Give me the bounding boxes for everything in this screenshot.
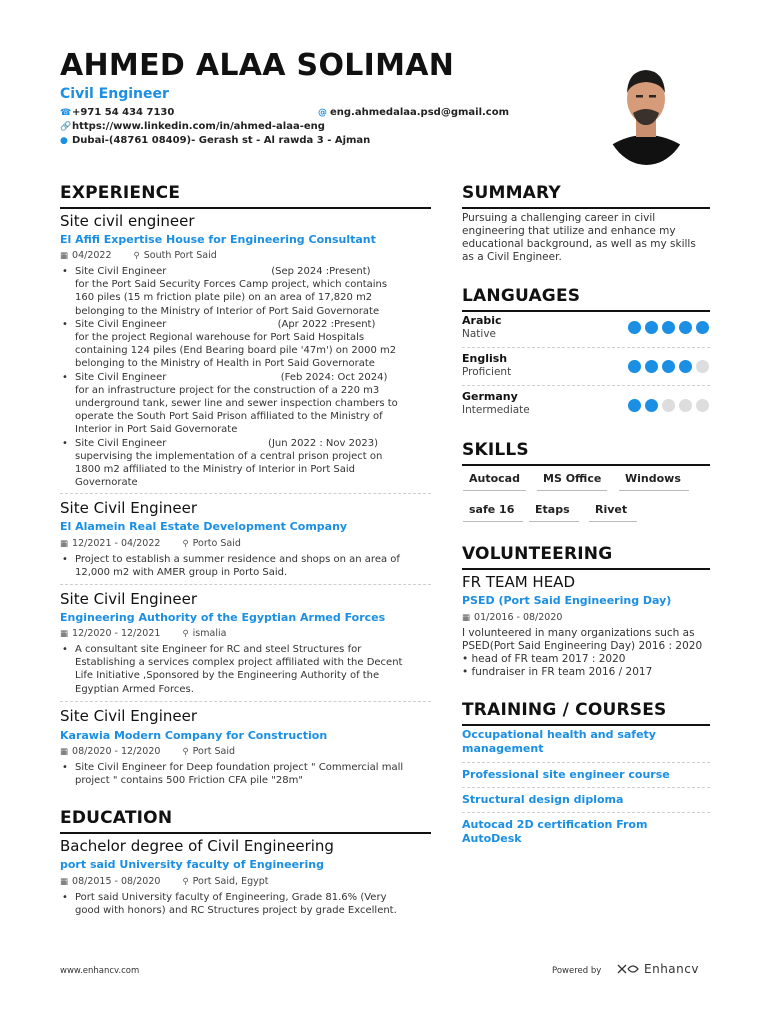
calendar-icon: ▦ — [60, 877, 69, 887]
education-location: Port Said, Egypt — [192, 876, 269, 887]
location-icon: ● — [60, 135, 68, 146]
footer-site[interactable]: www.enhancv.com — [60, 966, 140, 976]
rating-dot — [645, 399, 658, 412]
divider — [60, 584, 431, 585]
job-date: 12/2020 - 12/2021 — [72, 628, 161, 639]
volunteer-date: 01/2016 - 08/2020 — [474, 612, 563, 623]
location-icon: ⚲ — [182, 539, 189, 549]
rating-dot — [662, 360, 675, 373]
job-location: Port Said — [192, 746, 236, 757]
skill-tag: Autocad — [463, 472, 526, 491]
education-bullets — [60, 891, 430, 917]
linkedin-text: https://www.linkedin.com/in/ahmed-alaa-eng — [72, 121, 325, 132]
rating-dot — [662, 321, 675, 334]
rating-dot — [696, 360, 709, 373]
calendar-icon: ▦ — [60, 539, 69, 549]
rating-dot — [645, 360, 658, 373]
location-icon: ⚲ — [133, 251, 140, 261]
rating-dot — [696, 399, 709, 412]
calendar-icon: ▦ — [60, 747, 69, 757]
job-date: 12/2021 - 04/2022 — [72, 538, 161, 549]
education-heading: EDUCATION — [60, 808, 431, 834]
location-icon: ⚲ — [182, 747, 189, 757]
language-level: Proficient — [462, 366, 512, 378]
job-title: Site Civil Engineer — [60, 499, 197, 517]
job-location: Porto Said — [192, 538, 241, 549]
job-meta — [60, 746, 235, 758]
job-meta — [60, 250, 217, 262]
language-name: Germany — [462, 390, 518, 403]
job-location: South Port Said — [143, 250, 217, 261]
skill-tag: Windows — [619, 472, 689, 491]
job-bullets — [60, 761, 430, 787]
list-item: • A consultant site Engineer for RC and steel Structures for Establishing a services complex project affiliated with the Decent Life Initiative ,Sponsored by the Engineering Authority of the Egyptian Armed Forces. — [60, 643, 430, 696]
job-meta — [60, 538, 241, 550]
rating-dot — [628, 360, 641, 373]
divider — [462, 787, 710, 788]
list-item: • Port said University faculty of Engineering, Grade 81.6% (Very good with honors) and RC Structures project by grade Excellent. — [60, 891, 430, 917]
list-item: • Project to establish a summer residence and shops on an area of 12,000 m2 with AMER group in Porto Said. — [60, 553, 430, 579]
email-text: eng.ahmedalaa.psd@gmail.com — [330, 107, 510, 118]
list-item: • Site Civil Engineer for Deep foundation project " Commercial mall project " contains 500 Friction CFA pile "28m" — [60, 761, 430, 787]
language-name: English — [462, 352, 508, 365]
job-title: Site civil engineer — [60, 212, 195, 230]
email-icon: @ — [318, 107, 327, 118]
phone-icon: ☎ — [60, 107, 72, 118]
address-text: Dubai-(48761 08409)- Gerash st - Al rawda 3 - Ajman — [72, 135, 371, 146]
phone-text: +971 54 434 7130 — [72, 107, 175, 118]
email-contact[interactable] — [318, 107, 509, 118]
skill-tag: Etaps — [529, 503, 579, 522]
rating-dot — [628, 399, 641, 412]
rating-dot — [696, 321, 709, 334]
skill-tag: Rivet — [589, 503, 637, 522]
skills-heading: SKILLS — [462, 440, 710, 466]
languages-heading: LANGUAGES — [462, 286, 710, 312]
experience-heading: EXPERIENCE — [60, 183, 431, 209]
list-item: • Site Civil Engineer (Sep 2024 :Present) for the Port Said Security Forces Camp project, which contains 160 piles (15 m friction plate pile) on an area of 17,820 m2 belonging to the Ministry of Interior of Port Said Governorate — [60, 265, 430, 318]
education-date: 08/2015 - 08/2020 — [72, 876, 161, 887]
enhancv-logo-text: Enhancv — [644, 962, 699, 976]
volunteer-description: I volunteered in many organizations such as PSED(Port Said Engineering Day) 2016 : 2020 • head of FR team 2017 : 2020 • fundraiser in FR team 2016 / 2017 — [462, 627, 703, 678]
list-item: • Site Civil Engineer (Feb 2024: Oct 2024) for an infrastructure project for the construction of a 220 m3 underground tank, sewer line and sewer inspection chambers to operate the South Port Said Prison affiliated to the Ministry of Interior in Port Said Governorate — [60, 371, 430, 437]
job-date: 08/2020 - 12/2020 — [72, 746, 161, 757]
summary-text: Pursuing a challenging career in civil engineering that utilize and enhance my educational background, as well as my skills as a Civil Engineer. — [462, 212, 696, 263]
course-item: Autocad 2D certification From AutoDesk — [462, 818, 648, 845]
job-location: ismalia — [192, 628, 227, 639]
enhancv-logo-icon — [616, 963, 640, 975]
rating-dot — [679, 321, 692, 334]
divider — [462, 385, 710, 386]
language-rating — [628, 321, 709, 334]
divider — [462, 812, 710, 813]
volunteer-meta — [462, 612, 562, 624]
job-bullets — [60, 553, 430, 579]
enhancv-logo[interactable] — [616, 962, 699, 976]
training-heading: TRAINING / COURSES — [462, 700, 710, 726]
divider — [462, 762, 710, 763]
language-name: Arabic — [462, 314, 502, 327]
school-name: port said University faculty of Engineering — [60, 858, 324, 871]
job-title: Site Civil Engineer — [60, 590, 197, 608]
job-bullets — [60, 265, 430, 489]
location-icon: ⚲ — [182, 629, 189, 639]
skill-tag: safe 16 — [463, 503, 523, 522]
footer-powered: Powered by — [552, 966, 602, 976]
language-rating — [628, 399, 709, 412]
language-level: Native — [462, 328, 496, 340]
rating-dot — [628, 321, 641, 334]
volunteering-heading: VOLUNTEERING — [462, 544, 710, 570]
job-bullets — [60, 643, 430, 696]
job-date: 04/2022 — [72, 250, 112, 261]
divider — [60, 701, 431, 702]
divider — [462, 347, 710, 348]
education-meta — [60, 876, 269, 888]
calendar-icon: ▦ — [60, 251, 69, 261]
list-item: • Site Civil Engineer (Jun 2022 : Nov 2023) supervising the implementation of a central prison project on 1800 m2 affiliated to the Ministry of Interior in Port Said Governorate — [60, 437, 430, 490]
course-item: Occupational health and safety management — [462, 728, 656, 755]
candidate-title: Civil Engineer — [60, 86, 169, 102]
rating-dot — [662, 399, 675, 412]
skill-tag: MS Office — [537, 472, 607, 491]
rating-dot — [679, 360, 692, 373]
summary-heading: SUMMARY — [462, 183, 710, 209]
rating-dot — [679, 399, 692, 412]
job-company: Engineering Authority of the Egyptian Armed Forces — [60, 611, 386, 624]
address-contact — [60, 135, 370, 146]
divider — [60, 493, 431, 494]
job-company: Karawia Modern Company for Construction — [60, 729, 328, 742]
rating-dot — [645, 321, 658, 334]
calendar-icon: ▦ — [462, 613, 471, 623]
language-level: Intermediate — [462, 404, 530, 416]
job-company: El Alamein Real Estate Development Company — [60, 520, 348, 533]
course-item: Structural design diploma — [462, 793, 624, 806]
job-meta — [60, 628, 226, 640]
candidate-name: AHMED ALAA SOLIMAN — [60, 48, 455, 83]
list-item: • Site Civil Engineer (Apr 2022 :Present) for the project Regional warehouse for Port Said Hospitals containing 124 piles (End Bearing board pile '47m') on 2000 m2 belonging to the Ministry of Health in Port Said Governorate — [60, 318, 430, 371]
phone-contact[interactable] — [60, 107, 174, 118]
calendar-icon: ▦ — [60, 629, 69, 639]
degree-title: Bachelor degree of Civil Engineering — [60, 837, 334, 855]
location-icon: ⚲ — [182, 877, 189, 887]
link-icon: 🔗 — [60, 121, 72, 132]
language-rating — [628, 360, 709, 373]
volunteer-org: PSED (Port Said Engineering Day) — [462, 594, 672, 607]
profile-photo — [603, 53, 690, 165]
linkedin-contact[interactable] — [60, 121, 325, 132]
job-title: Site Civil Engineer — [60, 707, 197, 725]
volunteer-role: FR TEAM HEAD — [462, 573, 575, 591]
job-company: El Afifi Expertise House for Engineering Consultant — [60, 233, 376, 246]
course-item: Professional site engineer course — [462, 768, 670, 781]
